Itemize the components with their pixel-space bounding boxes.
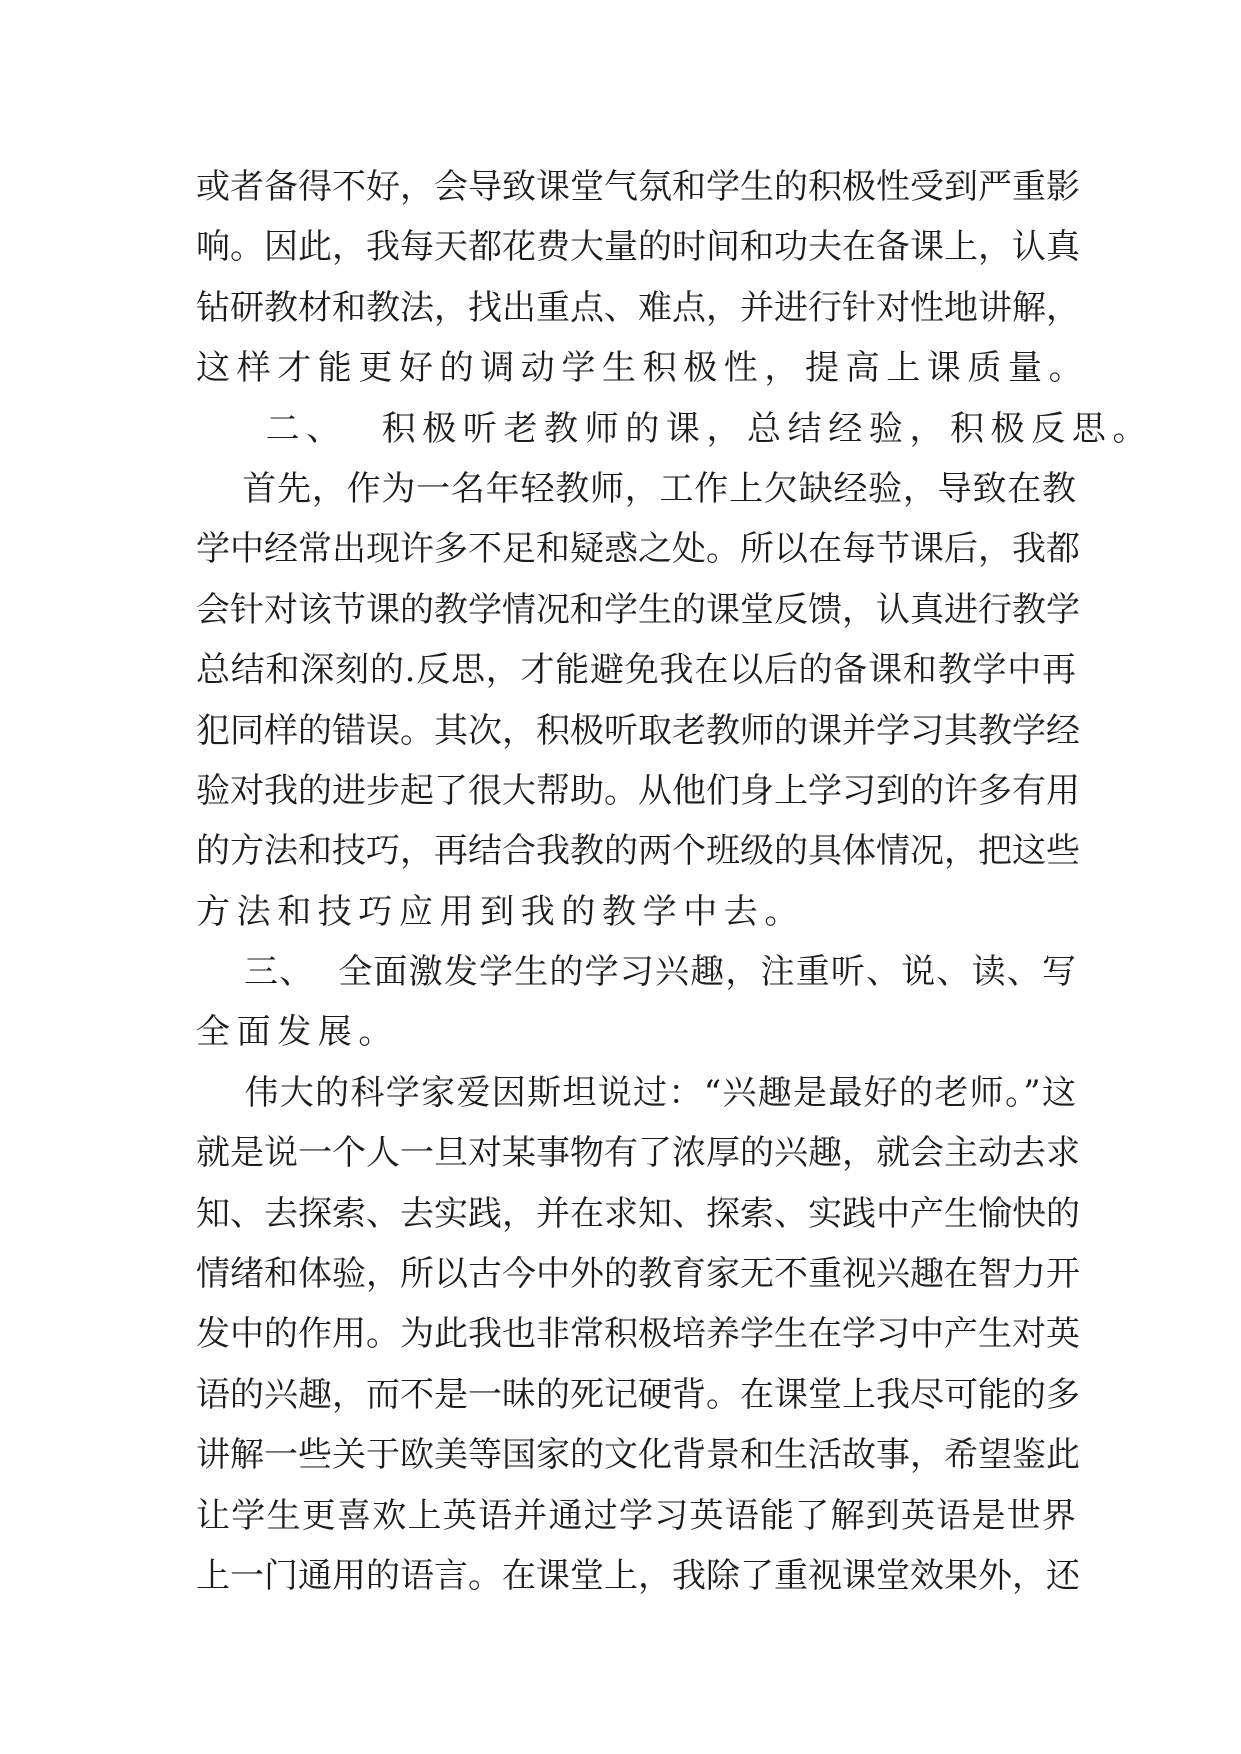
- text-line: 首先，作为一名年轻教师，工作上欠缺经验，导致在教: [196, 468, 1076, 509]
- text-line: 验对我的进步起了很大帮助。从他们身上学习到的许多有用: [196, 770, 1080, 811]
- text-line: 犯同样的错误。其次，积极听取老教师的课并学习其教学经: [196, 710, 1080, 751]
- text-line: 让学生更喜欢上英语并通过学习英语能了解到英语是世界: [196, 1495, 1076, 1536]
- text-line: 学中经常出现许多不足和疑惑之处。所以在每节课后，我都: [196, 529, 1080, 570]
- section-heading-3: 三、 全面激发学生的学习兴趣，注重听、说、读、写: [196, 952, 1076, 993]
- text-line: 总结和深刻的.反思，才能避免我在以后的备课和教学中再: [196, 650, 1076, 691]
- text-line: 响。因此，我每天都花费大量的时间和功夫在备课上，认真: [196, 227, 1080, 268]
- text-line: 上一门通用的语言。在课堂上，我除了重视课堂效果外，还: [196, 1555, 1080, 1596]
- text-line: 钻研教材和教法，找出重点、难点，并进行针对性地讲解，: [196, 287, 1080, 328]
- body-text: [196, 157, 1154, 1606]
- text-line: 情绪和体验，所以古今中外的教育家无不重视兴趣在智力开: [196, 1254, 1080, 1295]
- text-line: 知、去探索、去实践，并在求知、探索、实践中产生愉快的: [196, 1193, 1080, 1234]
- text-line: 会针对该节课的教学情况和学生的课堂反馈，认真进行教学: [196, 589, 1080, 630]
- text-line: 就是说一个人一旦对某事物有了浓厚的兴趣，就会主动去求: [196, 1133, 1080, 1174]
- text-line: 或者备得不好，会导致课堂气氛和学生的积极性受到严重影: [196, 167, 1080, 207]
- text-line: 语的兴趣，而不是一昧的死记硬背。在课堂上我尽可能的多: [196, 1374, 1080, 1415]
- text-line: 讲解一些关于欧美等国家的文化背景和生活故事，希望鉴此: [196, 1435, 1080, 1476]
- section-heading-3-cont: 全面发展。: [196, 1012, 399, 1053]
- section-heading-2: 二、 积极听老教师的课，总结经验，积极反思。: [196, 408, 1154, 449]
- text-line: 方法和技巧应用到我的教学中去。: [196, 891, 805, 932]
- text-line: 伟大的科学家爱因斯坦说过：“兴趣是最好的老师。”这: [196, 1072, 1076, 1113]
- text-line: 这样才能更好的调动学生积极性，提高上课质量。: [196, 348, 1090, 389]
- text-line: 发中的作用。为此我也非常积极培养学生在学习中产生对英: [196, 1314, 1080, 1355]
- text-line: 的方法和技巧，再结合我教的两个班级的具体情况，把这些: [196, 831, 1080, 872]
